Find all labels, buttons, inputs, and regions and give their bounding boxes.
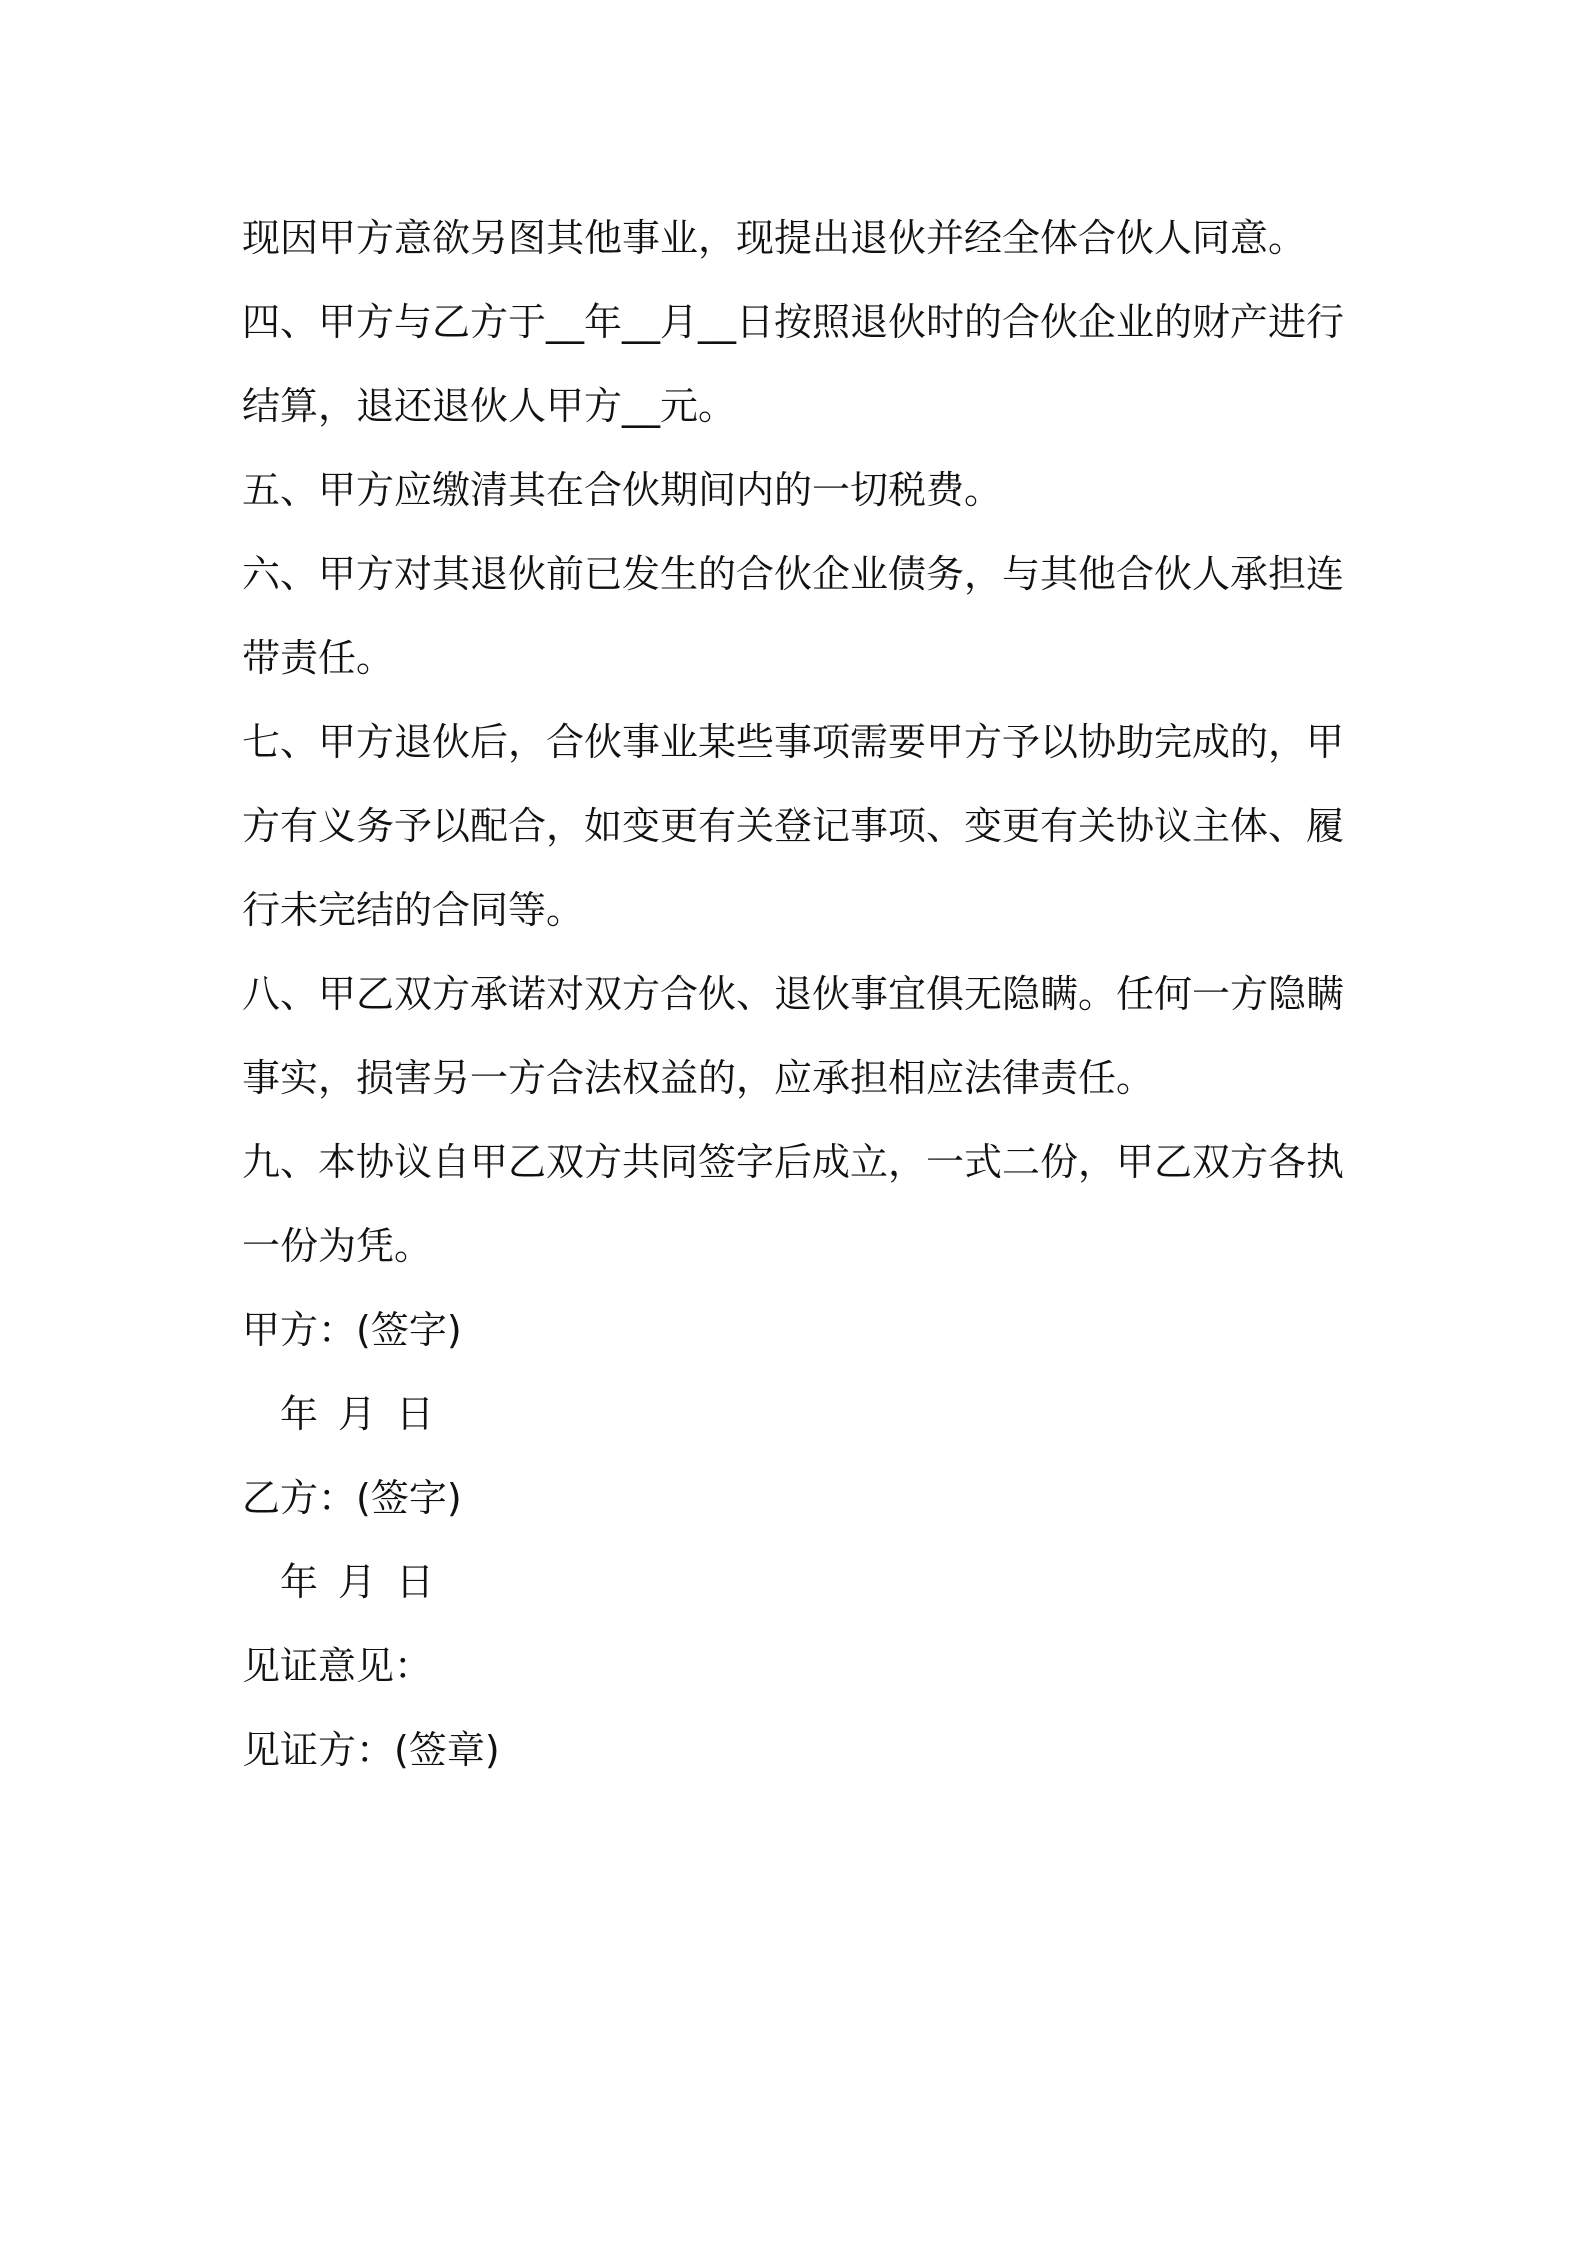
clause-five: 五、甲方应缴清其在合伙期间内的一切税费。	[242, 468, 1003, 512]
witness-party-label: 见证方：(签章)	[242, 1728, 500, 1772]
clause-seven: 七、甲方退伙后，合伙事业某些事项需要甲方予以协助完成的，甲方有义务予以配合，如变更有关登记事项、变更有关协议主体、履行未完结的合同等。	[242, 720, 1345, 932]
party-a-day: 日	[396, 1392, 435, 1436]
party-b-year: 年	[280, 1560, 319, 1604]
party-b-month: 月	[338, 1560, 377, 1604]
party-b-signature-label: 乙方：(签字)	[242, 1476, 462, 1520]
paragraph-intro: 现因甲方意欲另图其他事业，现提出退伙并经全体合伙人同意。	[242, 216, 1307, 260]
clause-six: 六、甲方对其退伙前已发生的合伙企业债务，与其他合伙人承担连带责任。	[242, 552, 1345, 680]
party-b-day: 日	[396, 1560, 435, 1604]
party-a-signature-label: 甲方：(签字)	[242, 1308, 462, 1352]
party-b-date-line	[242, 1540, 1362, 1624]
clause-four: 四、甲方与乙方于__年__月__日按照退伙时的合伙企业的财产进行结算，退还退伙人甲方__元。	[242, 300, 1345, 428]
party-a-month: 月	[338, 1392, 377, 1436]
document-body	[242, 196, 1362, 1792]
witness-opinion-label: 见证意见：	[242, 1644, 433, 1688]
clause-eight: 八、甲乙双方承诺对双方合伙、退伙事宜俱无隐瞒。任何一方隐瞒事实，损害另一方合法权益的，应承担相应法律责任。	[242, 972, 1345, 1100]
clause-nine: 九、本协议自甲乙双方共同签字后成立，一式二份，甲乙双方各执一份为凭。	[242, 1140, 1345, 1268]
party-a-year: 年	[280, 1392, 319, 1436]
party-a-date-line	[242, 1372, 1362, 1456]
